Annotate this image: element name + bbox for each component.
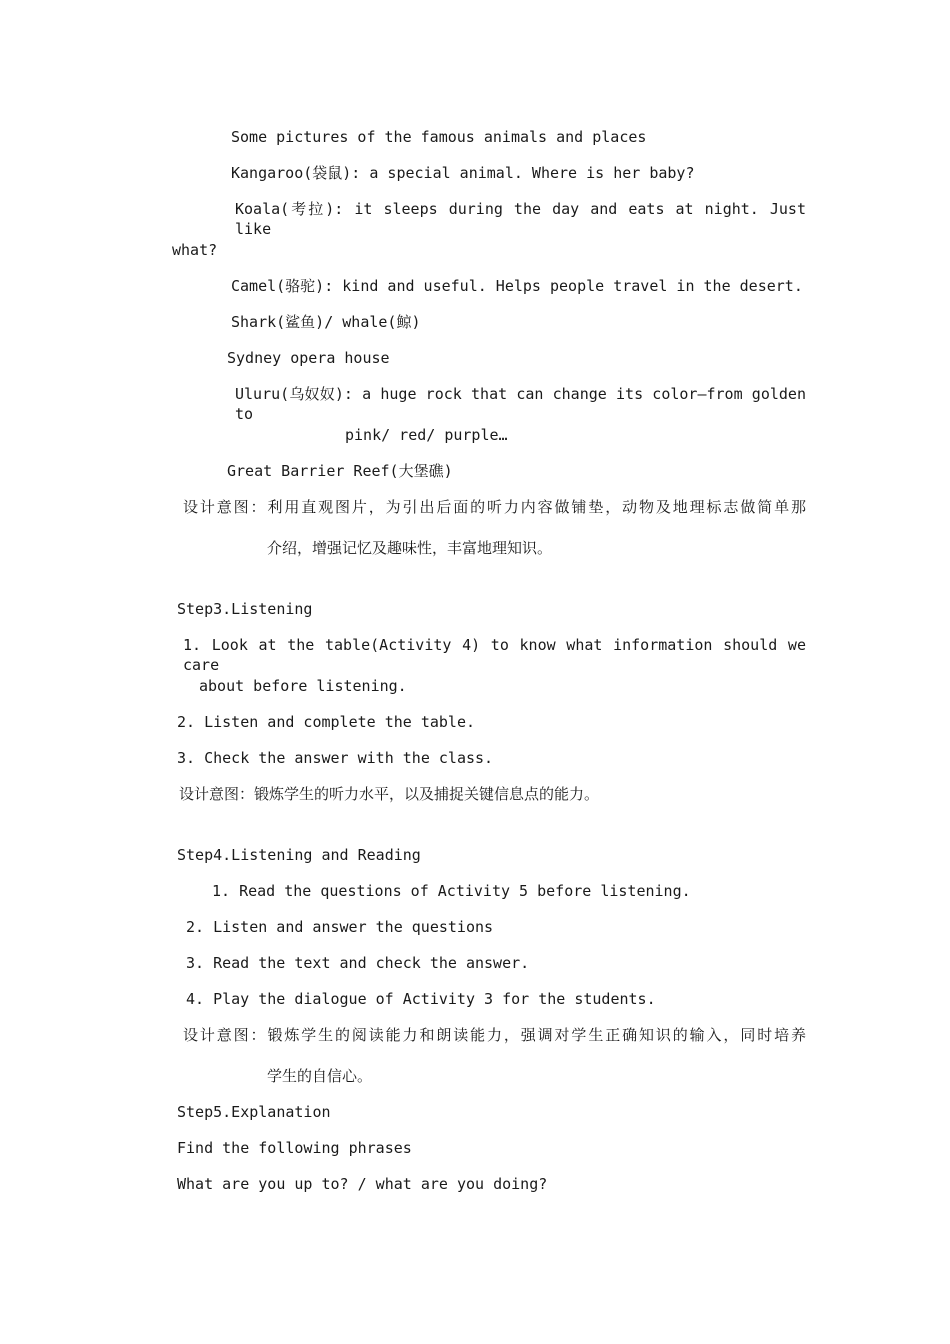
koala-line: Koala(考拉): it sleeps during the day and eats at night. Just like [235,200,806,238]
step4-item: 1. Read the questions of Activity 5 before listening. [212,882,691,900]
step3-item: 3. Check the answer with the class. [177,749,494,767]
uluru-line-cont: pink/ red/ purple… [345,426,508,444]
step3-item: 1. Look at the table(Activity 4) to know what information should we care [183,636,806,674]
step3-title: Step3.Listening [177,600,313,618]
step4-item: 3. Read the text and check the answer. [186,954,530,972]
intro-line: Some pictures of the famous animals and places [231,128,647,146]
design-intent: 设计意图：锻炼学生的听力水平，以及捕捉关键信息点的能力。 [179,785,600,803]
design-intent: 设计意图：利用直观图片，为引出后面的听力内容做铺垫，动物及地理标志做简单那 [183,498,806,516]
step5-title: Step5.Explanation [177,1103,331,1121]
step5-line: Find the following phrases [177,1139,412,1157]
step5-line: What are you up to? / what are you doing? [177,1175,548,1193]
koala-line-cont: what? [172,241,218,259]
design-intent: 设计意图：锻炼学生的阅读能力和朗读能力，强调对学生正确知识的输入，同时培养 [183,1026,806,1044]
uluru-line: Uluru(乌奴奴): a huge rock that can change its color—from golden to [235,385,806,423]
shark-line: Shark(鲨鱼)/ whale(鲸) [231,313,421,331]
camel-line: Camel(骆驼): kind and useful. Helps people travel in the desert. [231,277,803,295]
step4-item: 4. Play the dialogue of Activity 3 for the students. [186,990,656,1008]
design-intent-cont: 学生的自信心。 [267,1067,373,1085]
sydney-line: Sydney opera house [227,349,390,367]
reef-line: Great Barrier Reef(大堡礁) [227,462,453,480]
step4-title: Step4.Listening and Reading [177,846,421,864]
step4-item: 2. Listen and answer the questions [186,918,494,936]
design-intent-cont: 介绍，增强记忆及趣味性，丰富地理知识。 [267,539,553,557]
step3-item-cont: about before listening. [199,677,407,695]
kangaroo-line: Kangaroo(袋鼠): a special animal. Where is her baby? [231,164,695,182]
step3-item: 2. Listen and complete the table. [177,713,476,731]
